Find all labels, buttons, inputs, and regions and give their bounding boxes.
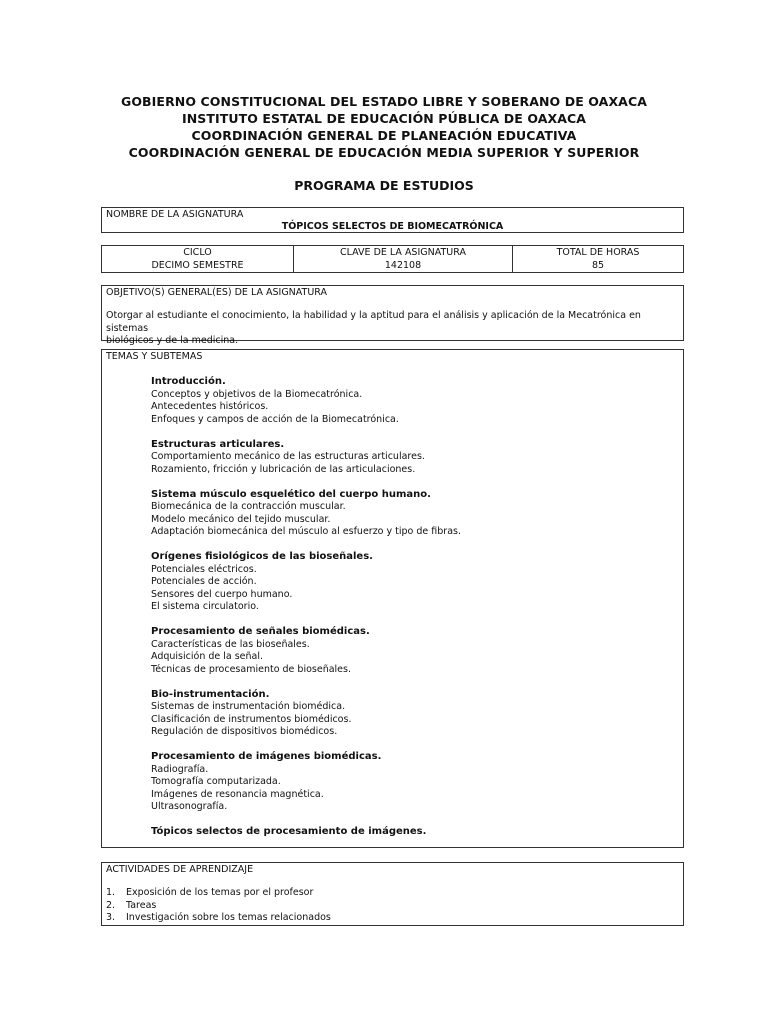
subtopic-item: Ultrasonografía. [151, 801, 228, 812]
ciclo-label: CICLO [183, 247, 212, 258]
subtopic-item: Adaptación biomecánica del músculo al esfuerzo y tipo de fibras. [151, 526, 461, 537]
topic-title: Estructuras articulares. [151, 438, 285, 450]
subtopic-item: Técnicas de procesamiento de bioseñales. [151, 663, 351, 675]
activity-number: 2. [106, 899, 116, 911]
activities-list [106, 887, 331, 925]
program-title: PROGRAMA DE ESTUDIOS [294, 178, 474, 193]
topic-title: Introducción. [151, 376, 226, 387]
subtopic-item: Conceptos y objetivos de la Biomecatrónica. [151, 388, 363, 400]
topic-block [151, 751, 675, 814]
ciclo-value: DECIMO SEMESTRE [151, 259, 244, 271]
activity-text: Investigación sobre los temas relacionados [126, 912, 331, 923]
subtopic-item: Clasificación de instrumentos biomédicos. [151, 713, 352, 725]
objective-box [101, 285, 684, 346]
clave-value: 142108 [384, 259, 422, 271]
objective-line: Otorgar al estudiante el conocimiento, la habilidad y la aptitud para el análisis y aplicación de la Mecatrónica en sistemas [106, 310, 641, 334]
horas-cell [513, 246, 683, 272]
subtopic-item: Características de las bioseñales. [151, 638, 310, 650]
header-line: COORDINACIÓN GENERAL DE EDUCACIÓN MEDIA SUPERIOR Y SUPERIOR [128, 145, 640, 160]
subject-info-box [101, 245, 684, 273]
activity-text: Tareas [126, 899, 157, 911]
subtopic-item: Tomografía computarizada. [151, 776, 281, 787]
subtopic-item: Modelo mecánico del tejido muscular. [151, 513, 331, 525]
subtopic-item: Potenciales eléctricos. [151, 563, 257, 575]
topic-title: Orígenes fisiológicos de las bioseñales. [151, 551, 373, 562]
clave-label: CLAVE DE LA ASIGNATURA [340, 247, 466, 258]
activities-label: ACTIVIDADES DE APRENDIZAJE [106, 864, 254, 875]
subtopic-item: Potenciales de acción. [151, 576, 257, 587]
activities-box [101, 862, 684, 926]
objective-line: biológicos y de la medicina. [106, 335, 239, 346]
topic-block [151, 626, 675, 676]
topic-title: Sistema músculo esquelético del cuerpo humano. [151, 488, 431, 500]
horas-label: TOTAL DE HORAS [556, 247, 640, 258]
subject-name-label: NOMBRE DE LA ASIGNATURA [106, 209, 244, 220]
subtopic-item: El sistema circulatorio. [151, 601, 259, 612]
horas-value: 85 [591, 259, 605, 271]
topics-box [101, 349, 684, 848]
subject-name-value: TÓPICOS SELECTOS DE BIOMECATRÓNICA [281, 221, 504, 232]
subtopic-item: Rozamiento, fricción y lubricación de las articulaciones. [151, 463, 416, 475]
subtopic-item: Enfoques y campos de acción de la Biomecatrónica. [151, 413, 399, 425]
subject-name-box [101, 207, 684, 233]
topic-block [151, 551, 675, 614]
ciclo-cell [102, 246, 294, 272]
objective-label: OBJETIVO(S) GENERAL(ES) DE LA ASIGNATURA [106, 287, 328, 298]
topic-block [151, 689, 675, 739]
objective-text [106, 310, 675, 348]
activity-item [106, 887, 331, 900]
topic-block [151, 439, 675, 477]
topics-list [151, 376, 675, 851]
subtopic-item: Radiografía. [151, 763, 209, 775]
subtopic-item: Imágenes de resonancia magnética. [151, 788, 324, 800]
subtopic-item: Comportamiento mecánico de las estructuras articulares. [151, 451, 425, 462]
activity-number: 3. [106, 912, 116, 923]
clave-cell [294, 246, 513, 272]
subtopic-item: Biomecánica de la contracción muscular. [151, 501, 346, 512]
topic-title: Procesamiento de imágenes biomédicas. [151, 751, 382, 762]
document-header [0, 93, 768, 161]
header-line: GOBIERNO CONSTITUCIONAL DEL ESTADO LIBRE Y SOBERANO DE OAXACA [120, 94, 648, 109]
topic-block [151, 826, 675, 839]
topic-title: Procesamiento de señales biomédicas. [151, 626, 370, 637]
subtopic-item: Sistemas de instrumentación biomédica. [151, 701, 346, 712]
activity-item [106, 900, 331, 913]
topic-title: Bio-instrumentación. [151, 688, 270, 700]
activity-number: 1. [106, 887, 116, 898]
subtopic-item: Regulación de dispositivos biomédicos. [151, 726, 338, 737]
activity-text: Exposición de los temas por el profesor [126, 887, 314, 898]
header-line: INSTITUTO ESTATAL DE EDUCACIÓN PÚBLICA DE OAXACA [181, 111, 587, 126]
activity-item [106, 912, 331, 925]
topic-title: Tópicos selectos de procesamiento de imágenes. [151, 826, 427, 837]
subtopic-item: Antecedentes históricos. [151, 401, 269, 412]
subtopic-item: Adquisición de la señal. [151, 651, 264, 662]
topics-label: TEMAS Y SUBTEMAS [106, 351, 203, 362]
topic-block [151, 489, 675, 539]
subtopic-item: Sensores del cuerpo humano. [151, 588, 293, 600]
topic-block [151, 376, 675, 426]
header-line: COORDINACIÓN GENERAL DE PLANEACIÓN EDUCATIVA [191, 128, 577, 143]
